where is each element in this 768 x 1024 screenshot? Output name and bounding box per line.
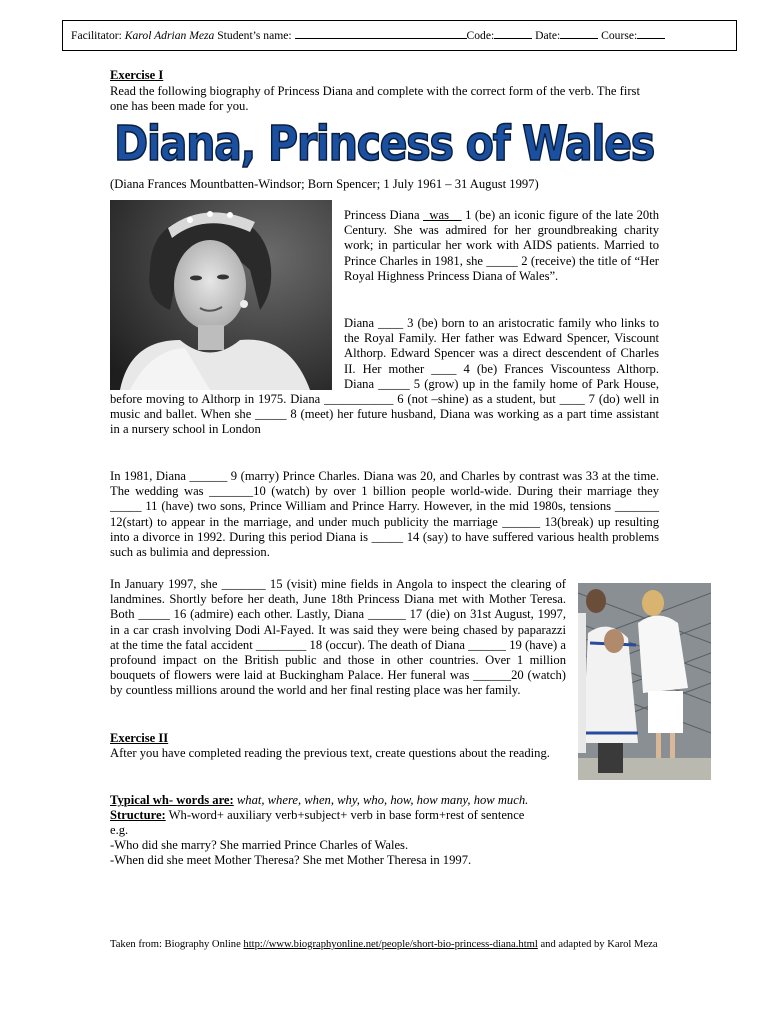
exercise1-title: Exercise I (110, 68, 164, 82)
header-box (62, 20, 737, 51)
course-blank[interactable] (637, 28, 665, 39)
p1-before: Princess Diana (344, 208, 424, 222)
paragraph-2: Diana ____ 3 (be) born to an aristocratic family who links to the Royal Family. Her father was Edward Spencer, Viscount Althorp. Edward Spencer was a direct descendent of Charles II. Her mother ____ 4 (be) Frances Viscountess Althorp. Diana _____ 5 (grow) up in the family home of Park House, before moving to Althorp in 1975. Diana ___________ 6 (not –shine) as a student, but ____ 7 (do) well in music and ballet. When she _____ 8 (meet) her future husband, Diana was working as a part time assistant in a nursery school in London (110, 316, 659, 437)
exercise2-instructions: After you have completed reading the previous text, create questions about the reading. (110, 746, 550, 760)
p1-after: 1 (be) an iconic figure of the late 20th Century. She was admired for her groundbreaking charity work; in particular her work with AIDS patients. Married to Prince Charles in 1981, she _____ 2 (receive) the title of “Her Royal Highness Princess Diana of Wales”. (344, 208, 660, 283)
facilitator-label: Facilitator: (71, 29, 122, 42)
page-title: Diana, Princess of Wales (114, 116, 654, 172)
code-label: Code: (466, 29, 495, 42)
footer-source (110, 939, 660, 952)
wh-words-line (110, 793, 528, 808)
course-label: Course: (601, 29, 638, 42)
footer-suffix: and adapted by Karol Meza (537, 939, 658, 950)
date-label: Date: (535, 29, 561, 42)
exercise1-instructions: Read the following biography of Princess Diana and complete with the correct form of the verb. The first one has been made for you. (110, 84, 640, 114)
paragraph-1 (344, 208, 659, 284)
student-name-label: Student’s name: (217, 29, 292, 42)
paragraph-4: In January 1997, she _______ 15 (visit) mine fields in Angola to inspect the clearing of landmines. Shortly before her death, June 18th Princess Diana met with Mother Teresa. Both _____ 16 (admire) each other. Lastly, Diana ______ 17 (die) on 31st August, 1997, in a car crash involving Dodi Al-Fayed. It was said they were being chased by paparazzi at the time the fatal accident ________ 18 (occur). The death of Diana ______ 19 (have) a profound impact on the British public and those in other countries. Over 1 million bouquets of flowers were laid at Buckingham Palace. Her funeral was ______20 (watch) by countless millions around the world and her final resting place was her family. (110, 577, 566, 698)
wh-words-label: Typical wh- words are: (110, 793, 234, 807)
structure-line (110, 808, 524, 823)
structure-label: Structure: (110, 808, 166, 822)
code-blank[interactable] (494, 28, 532, 39)
facilitator-name: Karol Adrian Meza (124, 29, 215, 42)
subtitle: (Diana Frances Mountbatten-Windsor; Born Spencer; 1 July 1961 – 31 August 1997) (110, 177, 539, 191)
paragraph-2-wrapper (110, 316, 659, 438)
example-1: -Who did she marry? She married Prince Charles of Wales. (110, 838, 409, 852)
photo-float-spacer (110, 316, 344, 392)
date-blank[interactable] (560, 28, 598, 39)
structure-text: Wh-word+ auxiliary verb+subject+ verb in base form+rest of sentence (165, 808, 525, 822)
student-name-blank[interactable] (295, 28, 467, 39)
paragraph-3: In 1981, Diana ______ 9 (marry) Prince Charles. Diana was 20, and Charles by contrast was 33 at the time. The wedding was _______10 (watch) by over 1 billion people world-wide. During their marriage they _____ 11 (have) two sons, Prince William and Prince Harry. However, in the mid 1980s, tensions _______ 12(start) to appear in the marriage, and under much publicity the marriage ______ 13(break) up resulting into a divorce in 1992. During this period Diana is _____ 14 (say) to have suffered various health problems such as bulimia and depression. (110, 469, 659, 560)
exercise2-title: Exercise II (110, 731, 169, 745)
eg-label: e.g. (110, 823, 129, 837)
footer-prefix: Taken from: Biography Online (110, 939, 244, 950)
diana-mother-teresa-photo (578, 583, 711, 780)
example-2: -When did she meet Mother Theresa? She met Mother Theresa in 1997. (110, 853, 472, 867)
wh-words-list: what, where, when, why, who, how, how many, how much. (233, 793, 529, 807)
source-link[interactable]: http://www.biographyonline.net/people/short-bio-princess-diana.html (243, 939, 538, 950)
p1-example-answer: _was__ (423, 208, 462, 222)
